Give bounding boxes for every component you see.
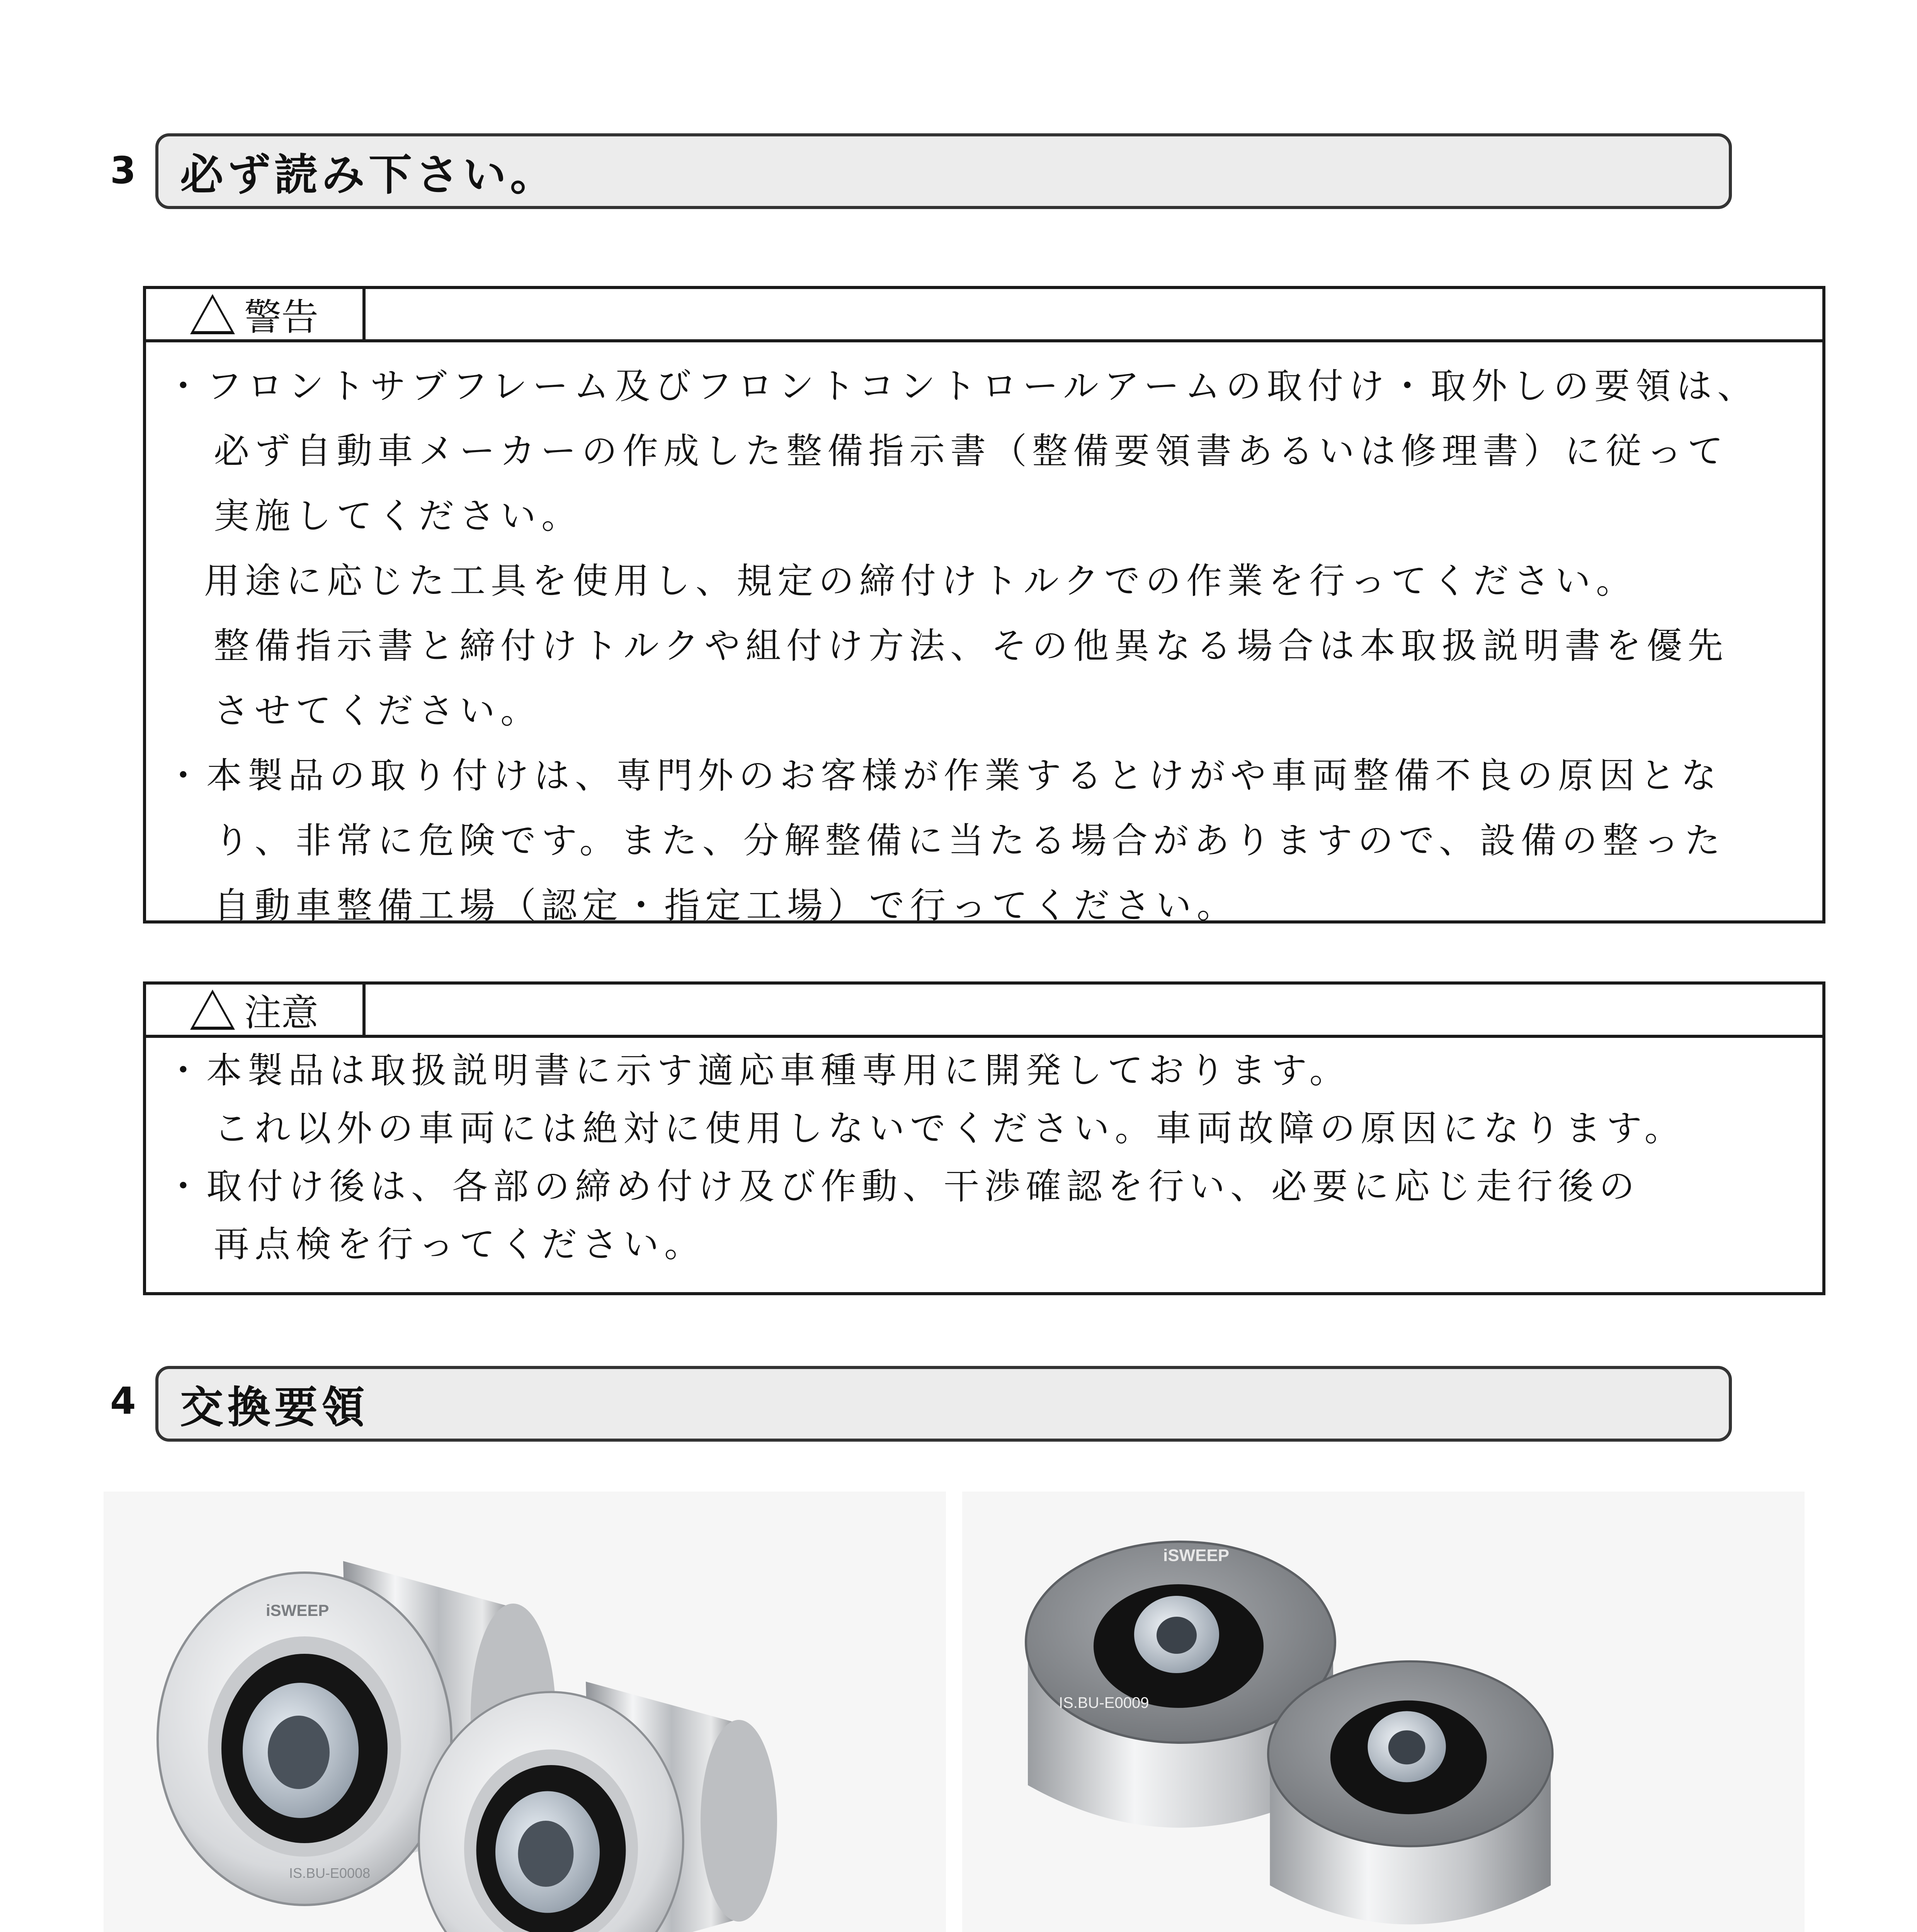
caution-label: 注意 <box>244 991 318 1034</box>
warning-line: 自動車整備工場（認定・指定工場）で行ってください。 <box>214 885 1238 926</box>
warning-box <box>143 286 1825 926</box>
caution-triangle-icon <box>190 990 235 1030</box>
rear-code-mark: IS.BU-E0009 <box>1059 1694 1149 1711</box>
caution-line: ・取付け後は、各部の締め付け及び作動、干渉確認を行い、必要に応じ走行後の <box>165 1166 1640 1207</box>
rear-brand-mark: iSWEEP <box>1163 1546 1230 1565</box>
rear-bushing-photo <box>962 1492 1805 1932</box>
warning-line: り、非常に危険です。また、分解整備に当たる場合がありますので、設備の整った <box>214 820 1726 861</box>
front-bushing-photo <box>104 1492 946 1932</box>
caution-line: これ以外の車両には絶対に使用しないでください。車両故障の原因になります。 <box>214 1108 1686 1149</box>
caution-header <box>146 985 1822 1038</box>
warning-label: 警告 <box>244 295 318 339</box>
warning-line: ・フロントサブフレーム及びフロントコントロールアームの取付け・取外しの要領は、 <box>165 366 1759 407</box>
section-3-header <box>155 133 1732 209</box>
section-4-title: 交換要領 <box>180 1382 369 1433</box>
caution-line: 再点検を行ってください。 <box>214 1224 706 1265</box>
warning-triangle-icon <box>190 294 235 334</box>
caution-line: ・本製品は取扱説明書に示す適応車種専用に開発しております。 <box>165 1050 1351 1091</box>
warning-line: 必ず自動車メーカーの作成した整備指示書（整備要領書あるいは修理書）に従って <box>214 430 1729 472</box>
warning-line: 整備指示書と締付けトルクや組付け方法、その他異なる場合は本取扱説明書を優先 <box>214 625 1729 667</box>
section-3-title: 必ず読み下さい。 <box>180 150 557 200</box>
section-4-header <box>155 1366 1732 1442</box>
front-brand-mark: iSWEEP <box>266 1601 329 1619</box>
warning-header <box>146 289 1822 342</box>
section-3-number: 3 <box>110 149 136 192</box>
section-4-number: 4 <box>110 1379 136 1423</box>
warning-line: させてください。 <box>214 690 542 731</box>
front-code-mark: IS.BU-E0008 <box>289 1865 371 1881</box>
caution-label-cell <box>146 985 366 1035</box>
warning-label-cell <box>146 289 366 339</box>
caution-box <box>143 981 1825 1295</box>
caution-body <box>146 1038 1822 1281</box>
warning-line: 実施してください。 <box>214 495 583 537</box>
warning-line: ・本製品の取り付けは、専門外のお客様が作業するとけがや車両整備不良の原因とな <box>165 755 1722 796</box>
warning-line: 用途に応じた工具を使用し、規定の締付けトルクでの作業を行ってください。 <box>204 560 1637 602</box>
warning-body <box>146 342 1822 946</box>
